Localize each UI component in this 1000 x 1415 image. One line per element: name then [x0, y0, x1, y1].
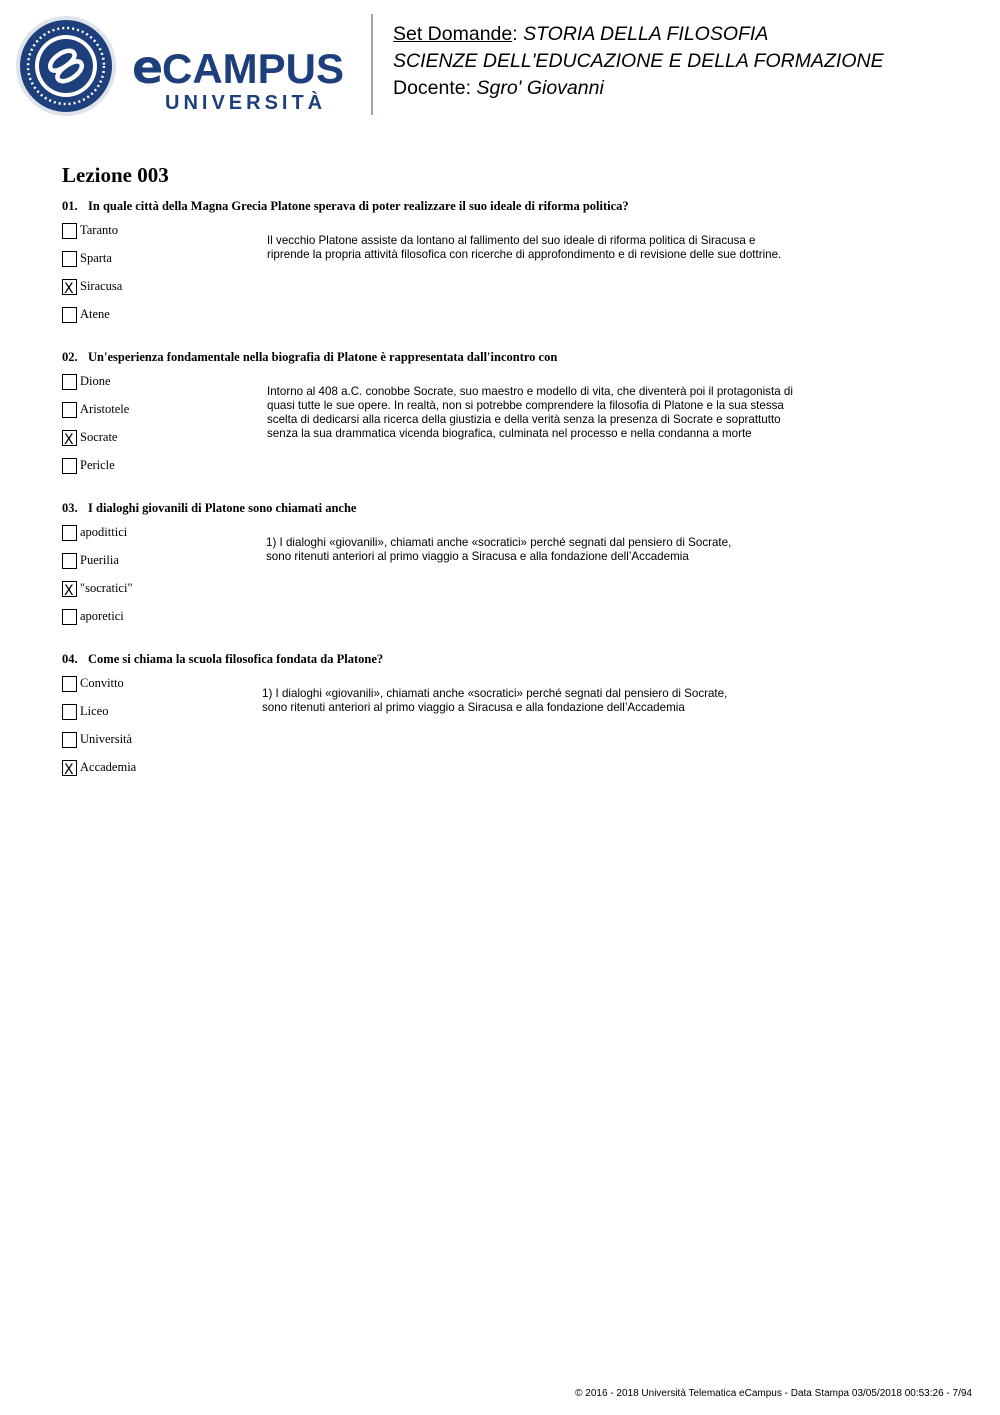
question-03: 03. I dialoghi giovanili di Platone sono chiamati anche apodittici Puerilia X "socratici" aporetici 1) I dialoghi «giovanili», chiamati anche «socratici» perché segnati dal pensiero di Socrate, sono ritenuti anteriori al primo viaggio a Siracusa e alla fondazione dell’Accademia [62, 500, 942, 516]
checkbox[interactable] [62, 732, 77, 748]
checkbox-checked[interactable] [62, 581, 77, 597]
answer-explanation: 1) I dialoghi «giovanili», chiamati anche «socratici» perché segnati dal pensiero di Socrate, sono ritenuti anteriori al primo viaggio a Siracusa e alla fondazione dell’Accademia [262, 687, 728, 714]
checkbox[interactable] [62, 223, 77, 239]
checkbox-checked[interactable] [62, 430, 77, 446]
checkbox-checked[interactable] [62, 760, 77, 776]
checkbox-checked[interactable] [62, 279, 77, 295]
question-02: 02. Un'esperienza fondamentale nella biografia di Platone è rappresentata dall'incontro con Dione Aristotele X Socrate Pericle Intorno al 408 a.C. conobbe Socrate, suo maestro e modello di vita, che diventerà poi il protagonista di quasi tutte le sue opere. In realtà, non si potrebbe comprendere la filosofia di Platone e la sua stessa scelta di dedicarsi alla ricerca della giustizia e della verità senza la presenza di Socrate e soprattutto senza la sua drammatica vicenda biografica, culminata nel processo e nella condanna a morte [62, 349, 942, 365]
question-title: 02. Un'esperienza fondamentale nella biografia di Platone è rappresentata dall'incontro con [62, 350, 558, 364]
checkbox[interactable] [62, 609, 77, 625]
question-title: 01. In quale città della Magna Grecia Platone sperava di poter realizzare il suo ideale di riforma politica? [62, 199, 629, 213]
svg-text:e: e [132, 40, 164, 94]
checkbox[interactable] [62, 553, 77, 569]
degree-name: SCIENZE DELL'EDUCAZIONE E DELLA FORMAZIONE [393, 50, 884, 72]
checkbox[interactable] [62, 525, 77, 541]
teacher-label: Docente: [393, 77, 472, 99]
lesson-title: Lezione 003 [62, 163, 169, 187]
ecampus-logo [14, 14, 359, 118]
checkbox[interactable] [62, 374, 77, 390]
svg-text:CAMPUS: CAMPUS [162, 45, 345, 92]
footer-copyright: © 2016 - 2018 Università Telematica eCampus - Data Stampa 03/05/2018 00:53:26 - 7/94 [575, 1388, 972, 1399]
answer-explanation: 1) I dialoghi «giovanili», chiamati anche «socratici» perché segnati dal pensiero di Socrate, sono ritenuti anteriori al primo viaggio a Siracusa e alla fondazione dell’Accademia [266, 536, 732, 563]
checkbox[interactable] [62, 251, 77, 267]
question-title: 03. I dialoghi giovanili di Platone sono chiamati anche [62, 501, 357, 515]
check-mark-icon: X [64, 583, 74, 599]
question-04: 04. Come si chiama la scuola filosofica fondata da Platone? Convitto Liceo Università X Accademia 1) I dialoghi «giovanili», chiamati anche «socratici» perché segnati dal pensiero di Socrate, sono ritenuti anteriori al primo viaggio a Siracusa e alla fondazione dell’Accademia [62, 651, 942, 667]
svg-text:UNIVERSITÀ: UNIVERSITÀ [165, 92, 327, 114]
teacher-name: Sgro' Giovanni [476, 77, 604, 99]
header-info [393, 21, 884, 102]
check-mark-icon: X [64, 281, 74, 297]
checkbox[interactable] [62, 676, 77, 692]
teacher-line [393, 75, 884, 102]
question-title: 04. Come si chiama la scuola filosofica fondata da Platone? [62, 652, 384, 666]
checkbox[interactable] [62, 307, 77, 323]
check-mark-icon: X [64, 762, 74, 778]
answer-explanation: Intorno al 408 a.C. conobbe Socrate, suo maestro e modello di vita, che diventerà poi il protagonista di quasi tutte le sue opere. In realtà, non si potrebbe comprendere la filosofia di Platone e la sua stessa scelta di dedicarsi alla ricerca della giustizia e della verità senza la presenza di Socrate e soprattutto senza la sua drammatica vicenda biografica, culminata nel processo e nella condanna a morte [267, 385, 793, 440]
checkbox[interactable] [62, 458, 77, 474]
set-line: Set Domande: STORIA DELLA FILOSOFIA [393, 23, 769, 45]
check-mark-icon: X [64, 432, 74, 448]
checkbox[interactable] [62, 704, 77, 720]
set-label: Set Domande [393, 23, 513, 45]
checkbox[interactable] [62, 402, 77, 418]
course-name: STORIA DELLA FILOSOFIA [523, 23, 769, 45]
header-divider [371, 14, 373, 115]
answer-explanation: Il vecchio Platone assiste da lontano al fallimento del suo ideale di riforma politica di Siracusa e riprende la propria attività filosofica con ricerche di approfondimento e di revisione delle sue dottrine. [267, 234, 782, 261]
question-01: 01. In quale città della Magna Grecia Platone sperava di poter realizzare il suo ideale di riforma politica? Taranto Sparta X Siracusa Atene Il vecchio Platone assiste da lontano al fallimento del suo ideale di riforma politica di Siracusa e riprende la propria attività filosofica con ricerche di approfondimento e di revisione delle sue dottrine. [62, 198, 942, 214]
